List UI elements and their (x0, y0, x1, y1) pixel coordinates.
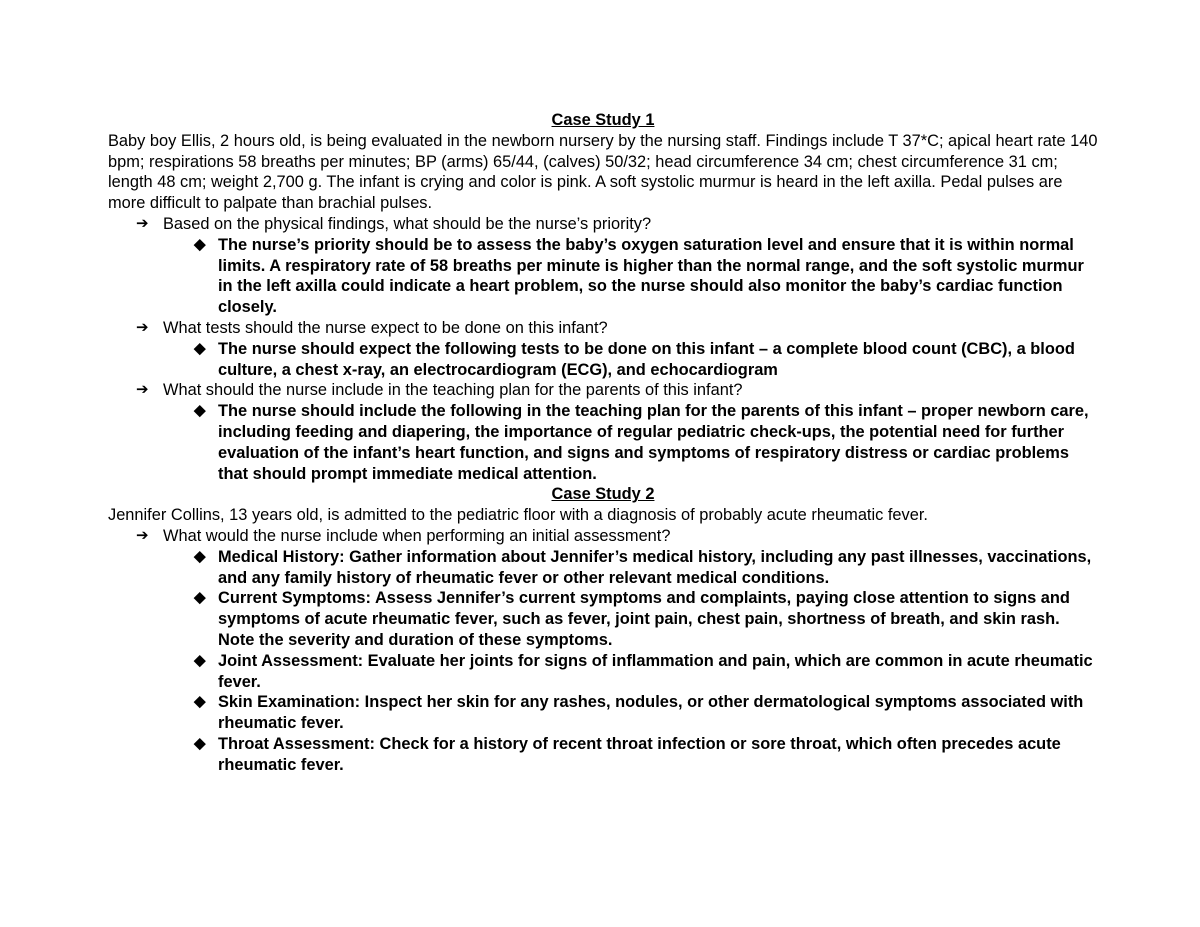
question-item (108, 214, 1098, 235)
diamond-bullet-icon: ◆ (194, 402, 206, 420)
answer-item (108, 401, 1098, 484)
diamond-bullet-icon: ◆ (194, 693, 206, 711)
case-study-2-intro: Jennifer Collins, 13 years old, is admitted to the pediatric floor with a diagnosis of probably acute rheumatic fever. (108, 506, 928, 525)
answer-item (108, 734, 1098, 776)
case-study-1-title: Case Study 1 (551, 111, 655, 129)
question-text: Based on the physical findings, what should be the nurse’s priority? (163, 214, 652, 233)
arrow-bullet-icon: ➔ (136, 526, 149, 544)
diamond-bullet-icon: ◆ (194, 589, 206, 607)
answer-item (108, 651, 1098, 693)
question-item (108, 526, 1098, 547)
diamond-bullet-icon: ◆ (194, 651, 206, 669)
answer-item (108, 339, 1098, 381)
answer-item (108, 588, 1098, 650)
answer-item (108, 692, 1098, 734)
diamond-bullet-icon: ◆ (194, 235, 206, 253)
diamond-bullet-icon: ◆ (194, 734, 206, 752)
document-page (108, 110, 1098, 776)
answer-item (108, 235, 1098, 318)
answer-text: The nurse’s priority should be to assess the baby’s oxygen saturation level and ensure that it is within normal limits. A respiratory rate of 58 breaths per minute is higher than the normal range, and the soft systolic murmur in the left axilla could indicate a heart problem, so the nurse should also monitor the baby’s cardiac function closely. (218, 235, 1084, 317)
answer-text: Current Symptoms: Assess Jennifer’s current symptoms and complaints, paying close attention to signs and symptoms of acute rheumatic fever, such as fever, joint pain, chest pain, shortness of breath, and skin rash. Note the severity and duration of these symptoms. (218, 589, 1070, 649)
answer-text: The nurse should expect the following tests to be done on this infant – a complete blood count (CBC), a blood culture, a chest x-ray, an electrocardiogram (ECG), and echocardiogram (218, 339, 1075, 379)
question-text: What should the nurse include in the teaching plan for the parents of this infant? (163, 381, 743, 400)
case-study-1-intro: Baby boy Ellis, 2 hours old, is being evaluated in the newborn nursery by the nursing staff. Findings include T 37*C; apical heart rate 140 bpm; respirations 58 breaths per minutes; BP (arms) 65/44, (calves) 50/32; head circumference 34 cm; chest circumference 31 cm; length 48 cm; weight 2,700 g. The infant is crying and color is pink. A soft systolic murmur is heard in the left axilla. Pedal pulses are more difficult to palpate than brachial pulses. (108, 131, 1098, 213)
question-item (108, 318, 1098, 339)
case-study-2-title: Case Study 2 (551, 485, 655, 504)
answer-text: The nurse should include the following in the teaching plan for the parents of this infant – proper newborn care, including feeding and diapering, the importance of regular pediatric check-ups, the potential need for further evaluation of the infant’s heart function, and signs and symptoms of respiratory distress or cardiac problems that should prompt immediate medical attention. (218, 402, 1089, 483)
question-item (108, 380, 1098, 401)
answer-text: Throat Assessment: Check for a history of recent throat infection or sore throat, which often precedes acute rheumatic fever. (218, 734, 1061, 774)
diamond-bullet-icon: ◆ (194, 547, 206, 565)
arrow-bullet-icon: ➔ (136, 381, 149, 399)
answer-text: Medical History: Gather information about Jennifer’s medical history, including any past illnesses, vaccinations, and any family history of rheumatic fever or other relevant medical conditions. (218, 547, 1092, 587)
question-text: What tests should the nurse expect to be done on this infant? (163, 318, 608, 337)
arrow-bullet-icon: ➔ (136, 214, 149, 232)
answer-item (108, 547, 1098, 589)
diamond-bullet-icon: ◆ (194, 339, 206, 357)
arrow-bullet-icon: ➔ (136, 318, 149, 336)
answer-text: Skin Examination: Inspect her skin for any rashes, nodules, or other dermatological symptoms associated with rheumatic fever. (218, 693, 1084, 733)
answer-text: Joint Assessment: Evaluate her joints for signs of inflammation and pain, which are common in acute rheumatic fever. (218, 651, 1093, 691)
question-text: What would the nurse include when performing an initial assessment? (163, 526, 671, 545)
